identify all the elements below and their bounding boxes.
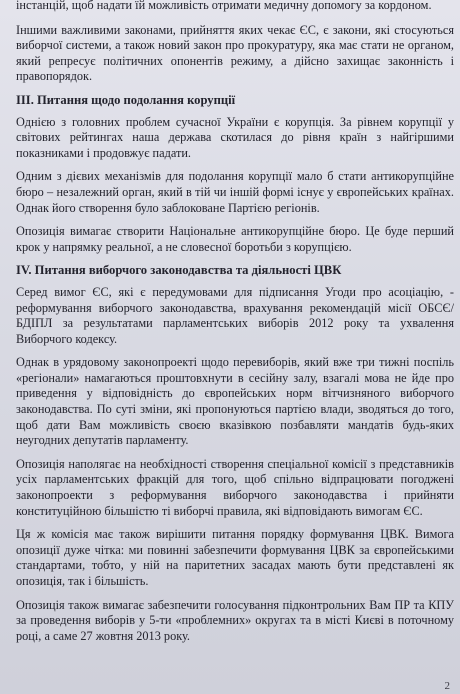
paragraph: Серед вимог ЄС, які є передумовами для підписання Угоди про асоціацію, - реформування виборчого законодавства, врахування рекомендацій місії ОБСЄ/БДІПЛ за результатами парламентських виборів 2012 року та ухвалення Виборчого кодексу. (16, 284, 454, 346)
section-3-heading: ІІІ. Питання щодо подолання корупції (16, 92, 236, 107)
section-4-heading: IV. Питання виборчого законодавства та діяльності ЦВК (16, 263, 342, 278)
paragraph: Однією з головних проблем сучасної України є корупція. За рівнем корупції у світових рейтингах наша держава скотилася до рівня країн з найгіршими показниками і продовжує падати. (16, 114, 454, 160)
paragraph: Опозиція вимагає створити Національне антикорупційне бюро. Це буде перший крок у напрямку реальної, а не словесної боротьби з корупцією. (16, 224, 454, 254)
paragraph: Опозиція наполягає на необхідності створення спеціальної комісії з представників усіх парламентських фракцій для того, щоб спільно відпрацювати погоджені законопроекти з реформування виборчого законодавства і прийняти конституційною більшістю ті виборчі правила, які відповідають вимогам ЄС. (16, 456, 454, 518)
paragraph: Опозиція також вимагає забезпечити голосування підконтрольних Вам ПР та КПУ за проведення виборів у 5-ти «проблемних» округах та в місті Києві в поточному році, а саме 27 жовтня 2013 року. (16, 597, 454, 643)
paragraph: Одним з дієвих механізмів для подолання корупції мало б стати антикорупційне бюро – незалежний орган, який в тій чи іншій формі існує у європейських країнах. Однак його створення було заблоковане Партією регіонів. (16, 169, 454, 215)
document-body (16, 0, 454, 652)
paragraph-laws: Іншими важливими законами, прийняття яких чекає ЄС, є закони, які стосуються виборчої системи, а також новий закон про прокуратуру, яка має стати не органом, який репресує політичних опонентів режиму, а дійсно захищає законність і правопорядок. (16, 22, 454, 84)
paragraph: Однак в урядовому законопроекті щодо перевиборів, який вже три тижні поспіль «регіонали» намагаються проштовхнути в сесійну залу, взагалі мова не йде про приведення у відповідність до європейських норм вітчизняного виборчого законодавства. По суті зміни, які пропонуються партією влади, зводяться до того, щоб дати Вам можливість своєю вказівкою позбавляти мандатів будь-яких неугодних депутатів парламенту. (16, 355, 454, 448)
paragraph-continuation: інстанцій, щоб надати їй можливість отримати медичну допомогу за кордоном. (16, 0, 432, 12)
paragraph: Ця ж комісія має також вирішити питання порядку формування ЦВК. Вимога опозиції дуже чітка: ми повинні забезпечити формування ЦВК за європейськими стандартами, тобто, у ній на паритетних засадах мають бути представлені як опозиція, так і більшість. (16, 527, 454, 588)
page-number: 2 (444, 680, 450, 692)
